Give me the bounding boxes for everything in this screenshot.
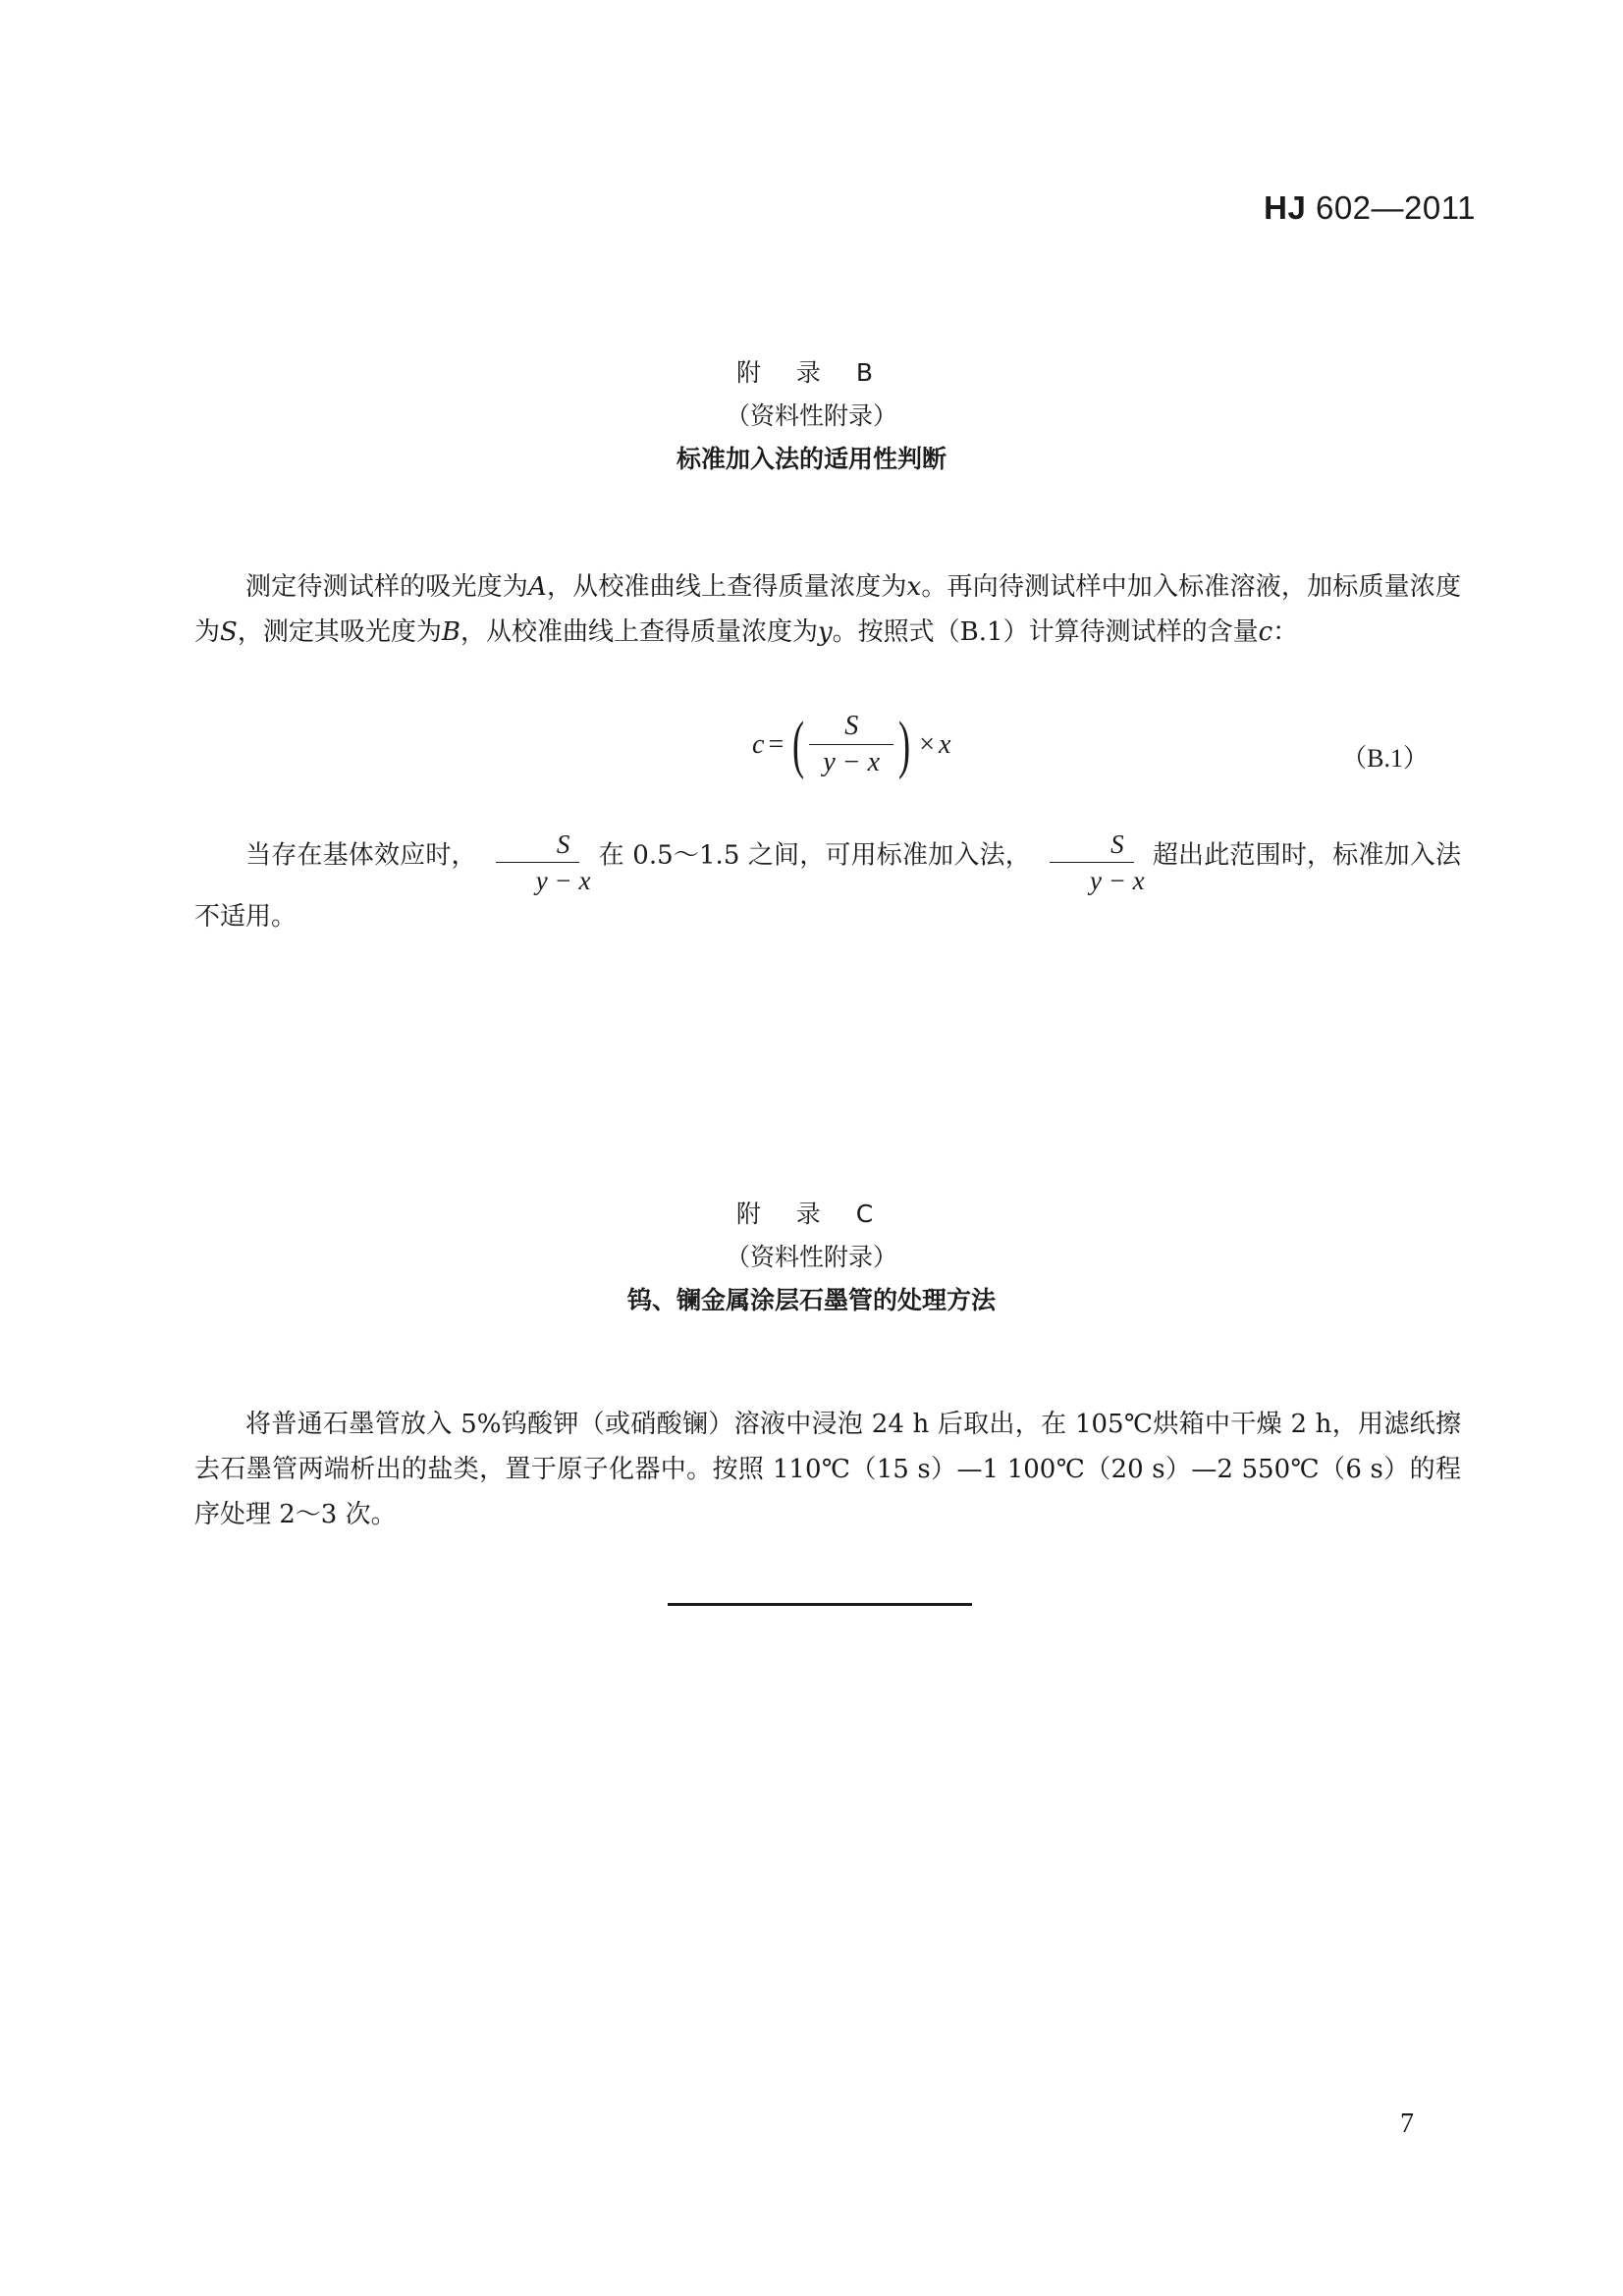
appendix-c-title: 附 录 C (735, 1200, 888, 1228)
inline-fraction (1039, 828, 1145, 896)
appendix-b-paragraph-1 (194, 564, 1461, 655)
appendix-b-paragraph-2 (194, 823, 1461, 943)
right-paren: ) (898, 708, 911, 780)
formula-equals: = (768, 728, 784, 760)
formula-lhs: c (752, 728, 765, 760)
text-segment: 测定待测试样的吸光度为 (245, 572, 528, 602)
standard-header (1264, 189, 1476, 227)
formula-times: × (919, 728, 935, 760)
end-rule (668, 1603, 972, 1606)
text-segment: ，从校准曲线上查得质量浓度为 (546, 572, 907, 602)
formula-fraction (809, 711, 893, 778)
text-segment: 当存在基体效应时， (245, 840, 477, 871)
text-segment: 在 0.5～1.5 之间，可用标准加入法， (598, 840, 1031, 871)
variable-S: S (220, 617, 238, 647)
formula-b1 (752, 708, 951, 780)
appendix-b-title: 附 录 B (735, 358, 888, 387)
fraction-denominator: y − x (535, 866, 591, 895)
standard-number: 602—2011 (1315, 189, 1476, 226)
page-number: 7 (1400, 2109, 1414, 2139)
standard-code: HJ (1264, 189, 1307, 226)
fraction-denominator: y − x (1089, 866, 1145, 895)
variable-B: B (441, 617, 460, 647)
appendix-b-section-title: 标准加入法的适用性判断 (676, 445, 947, 473)
formula-numerator: S (809, 711, 893, 745)
text-segment: 。按照式（B.1）计算待测试样的含量 (832, 617, 1259, 647)
formula-rhs: x (939, 728, 951, 760)
formula-label: （B.1） (1341, 744, 1429, 773)
text-segment: 超出此范围时，标准加入法不适用。 (194, 840, 1461, 932)
left-paren: ( (792, 708, 805, 780)
inline-fraction (485, 828, 591, 896)
fraction-numerator: S (496, 828, 580, 863)
variable-A: A (528, 572, 547, 602)
variable-x: x (906, 572, 922, 602)
appendix-c-heading (0, 1193, 1623, 1322)
fraction-numerator: S (1050, 828, 1134, 863)
variable-y: y (817, 617, 833, 647)
variable-c: c (1258, 617, 1273, 647)
appendix-c-section-title: 钨、镧金属涂层石墨管的处理方法 (626, 1286, 996, 1314)
text-segment: 。再向待测试样中加入标准溶液，加标质量浓度为 (194, 572, 1461, 647)
appendix-c-subtitle: （资料性附录） (725, 1243, 897, 1271)
formula-denominator: y − x (823, 747, 881, 777)
text-segment: ，从校准曲线上查得质量浓度为 (460, 617, 818, 647)
appendix-b-heading (0, 351, 1623, 481)
text-segment: ： (1272, 617, 1299, 647)
appendix-c-text: 将普通石墨管放入 5%钨酸钾（或硝酸镧）溶液中浸泡 24 h 后取出，在 105℃烘箱中干燥 2 h，用滤纸擦去石墨管两端析出的盐类，置于原子化器中。按照 110℃（15 s）—1 100℃（20 s）—2 550℃（6 s）的程序处理 2～3 次。 (194, 1410, 1461, 1529)
text-segment: ，测定其吸光度为 (237, 617, 442, 647)
appendix-b-subtitle: （资料性附录） (725, 401, 897, 430)
appendix-c-paragraph (194, 1402, 1461, 1537)
